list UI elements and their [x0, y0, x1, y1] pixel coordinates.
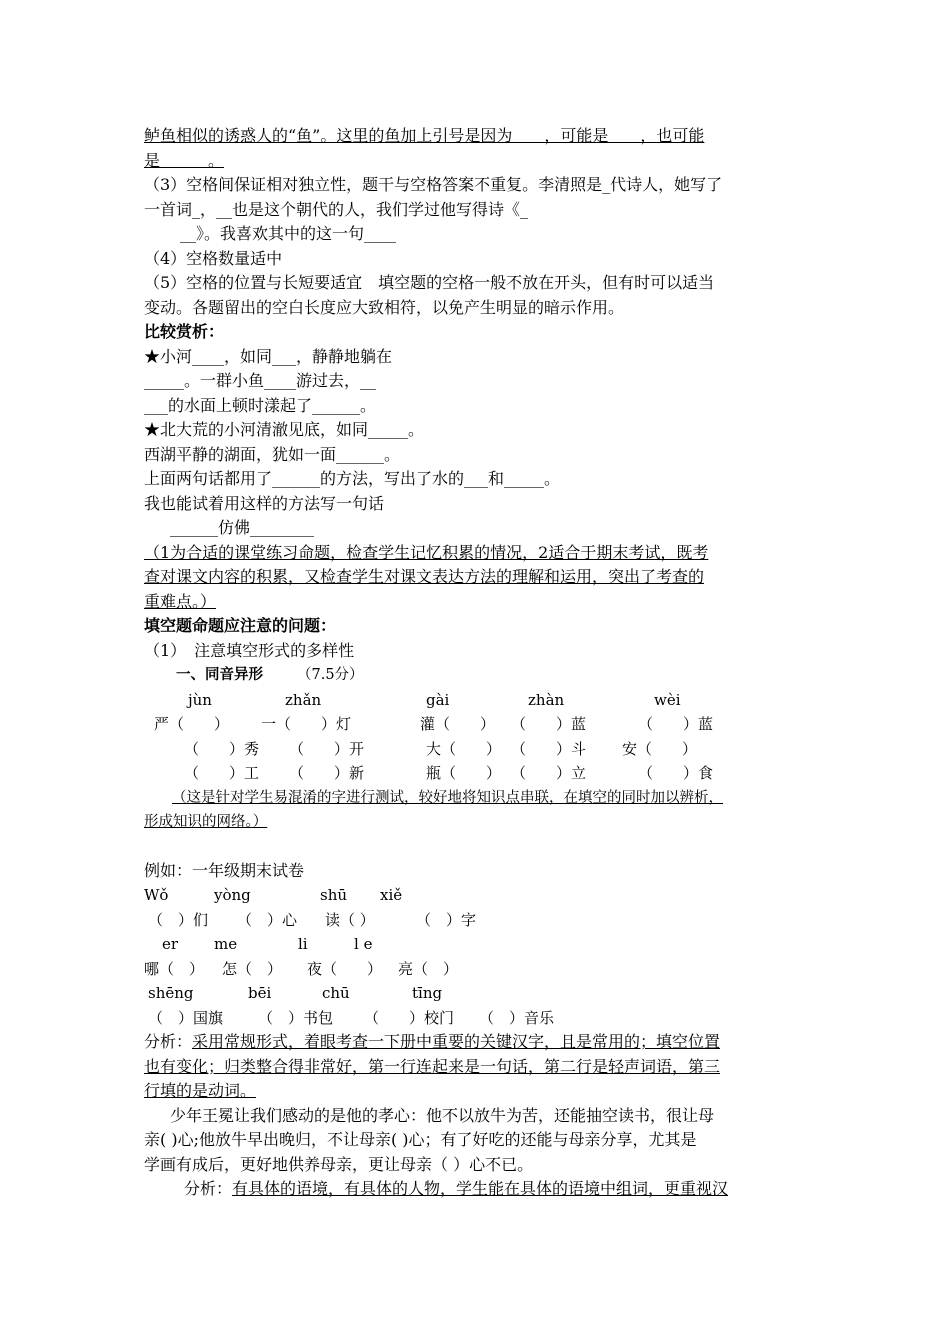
blank-cell: （ ）开	[289, 739, 365, 758]
blank-cell: （ ）心	[237, 910, 298, 929]
blank-cell: （ ）字	[416, 910, 477, 929]
text-line: 变动。各题留出的空白长度应大致相符，以免产生明显的暗示作用。	[144, 297, 625, 317]
pinyin-row	[144, 883, 808, 908]
pinyin: er	[162, 935, 179, 953]
text-line: 查对课文内容的积累，又检查学生对课文表达方法的理解和运用，突出了考查的	[144, 567, 705, 586]
pinyin: tīng	[412, 984, 443, 1002]
text-line: _____。一群小鱼____游过去，__	[144, 371, 377, 390]
pinyin-row	[144, 932, 808, 957]
blank-cell: 亮（ ）	[398, 959, 459, 978]
text-line: 是 。	[144, 150, 225, 170]
pinyin: shū	[320, 886, 348, 904]
exercise-title: 一、同音异形	[176, 666, 263, 683]
exercise-score: （7.5分）	[297, 667, 364, 683]
blank-cell: 怎（ ）	[222, 959, 283, 978]
text-line: ______仿佛________	[170, 518, 315, 537]
blank-cell: （ ）工	[184, 764, 260, 782]
text-line: 少年王冕让我们感动的是他的孝心：他不以放牛为苦，还能抽空读书，很让母	[170, 1105, 715, 1125]
blank-cell: （ ）音乐	[479, 1008, 555, 1027]
char-row	[144, 1006, 808, 1031]
blank-cell: 读（ ）	[325, 910, 375, 929]
text-line: ★北大荒的小河清澈见底，如同_____。	[144, 420, 425, 439]
blank-cell: 哪（ ）	[144, 959, 205, 978]
analysis-label: 分析：	[184, 1179, 233, 1198]
blank-cell: （ ）书包	[258, 1008, 334, 1027]
text-line: （3）空格间保证相对独立性，题干与空格答案不重复。李清照是_代诗人，她写了	[144, 175, 723, 194]
text-line: 上面两句话都用了______的方法，写出了水的___和_____。	[144, 469, 561, 488]
blank-cell: 大（ ）	[426, 739, 502, 758]
text-line: 学画有成后，更好地供养母亲，更让母亲（ ）心不已。	[144, 1154, 534, 1174]
document-page	[144, 124, 808, 1202]
pinyin: li	[298, 935, 308, 953]
pinyin: zhàn	[528, 690, 565, 709]
pinyin: me	[214, 935, 238, 953]
text-line: ___的水面上顿时漾起了______。	[144, 395, 377, 415]
analysis-text: 采用常规形式，着眼考查一下册中重要的关键汉字，且是常用的；填空位置	[192, 1032, 721, 1051]
blank-cell: （ ）蓝	[511, 715, 587, 733]
text-line: 鲈鱼相似的诱惑人的“鱼”。这里的鱼加上引号是因为 ，可能是 ，也可能	[144, 126, 705, 145]
blank-cell: （ ）蓝	[638, 715, 714, 733]
section-heading: 填空题命题应注意的问题：	[144, 616, 337, 635]
char-row	[144, 908, 808, 933]
text-line: （1为合适的课堂练习命题，检查学生记忆积累的情况，2适合于期末考试，既考	[144, 542, 709, 562]
text-line: 行填的是动词。	[144, 1081, 257, 1100]
pinyin: Wǒ	[144, 886, 169, 904]
pinyin: yòng	[214, 886, 251, 904]
char-row	[144, 712, 808, 737]
char-row	[144, 957, 808, 982]
blank-cell: （ ）秀	[184, 739, 260, 758]
blank-cell: （ ）国旗	[148, 1008, 224, 1027]
text-line: 重难点。）	[144, 591, 217, 611]
pinyin: gài	[426, 690, 450, 709]
blank-cell: 灌（ ）	[420, 715, 496, 733]
pinyin-row	[144, 688, 808, 713]
blank-cell: （ ）斗	[511, 739, 587, 758]
pinyin: jùn	[188, 690, 212, 709]
char-row	[144, 737, 808, 762]
blank-cell: 一（ ）灯	[261, 715, 352, 733]
text-line: （1） 注意填空形式的多样性	[144, 640, 355, 660]
blank-cell: 安（ ）	[622, 739, 698, 758]
blank-cell: （ ）食	[638, 764, 714, 782]
text-line: 形成知识的网络。）	[144, 814, 268, 830]
text-line: 亲( )心;他放牛早出晚归，不让母亲( )心；有了好吃的还能与母亲分享，尤其是	[144, 1130, 697, 1149]
pinyin: shēng	[148, 984, 194, 1002]
text-line: （5）空格的位置与长短要适宜 填空题的空格一般不放在开头，但有时可以适当	[144, 273, 715, 292]
analysis-label: 分析：	[144, 1032, 193, 1051]
text-line: __》。我喜欢其中的这一句____	[180, 224, 397, 243]
exercise-heading	[144, 663, 808, 688]
blank-cell: 严（ ）	[154, 715, 230, 733]
text-line: ★小河____，如同___，静静地躺在	[144, 346, 393, 366]
pinyin: chū	[322, 984, 350, 1002]
analysis-line	[144, 1030, 808, 1055]
pinyin: xiě	[380, 886, 403, 904]
blank-cell: （ ）立	[511, 764, 587, 782]
text-line: 例如：一年级期末试卷	[144, 860, 305, 880]
pinyin: bēi	[248, 984, 272, 1002]
pinyin: zhǎn	[285, 690, 322, 709]
pinyin: wèi	[654, 690, 681, 709]
blank-cell: （ ）新	[289, 764, 365, 782]
char-row	[144, 761, 808, 786]
blank-cell: （ ）们	[148, 910, 209, 929]
pinyin: l e	[354, 935, 373, 953]
text-line: 一首词_，__也是这个朝代的人，我们学过他写得诗《_	[144, 199, 529, 219]
text-line: 也有变化；归类整合得非常好，第一行连起来是一句话，第二行是轻声词语，第三	[144, 1056, 721, 1076]
blank-cell: （ ）校门	[364, 1008, 455, 1027]
analysis-line	[144, 1177, 808, 1202]
text-line: 我也能试着用这样的方法写一句话	[144, 493, 385, 513]
analysis-text: 有具体的语境，有具体的人物，学生能在具体的语境中组词，更重视汉	[232, 1179, 729, 1198]
section-heading: 比较赏析：	[144, 322, 225, 341]
pinyin-row	[144, 981, 808, 1006]
blank-cell: 夜（ ）	[307, 959, 383, 978]
text-line: 西湖平静的湖面，犹如一面______。	[144, 444, 401, 464]
text-line: （这是针对学生易混淆的字进行测试，较好地将知识点串联，在填空的同时加以辨析，	[172, 789, 723, 806]
blank-cell: 瓶（ ）	[426, 764, 502, 782]
text-line: （4）空格数量适中	[144, 248, 283, 268]
